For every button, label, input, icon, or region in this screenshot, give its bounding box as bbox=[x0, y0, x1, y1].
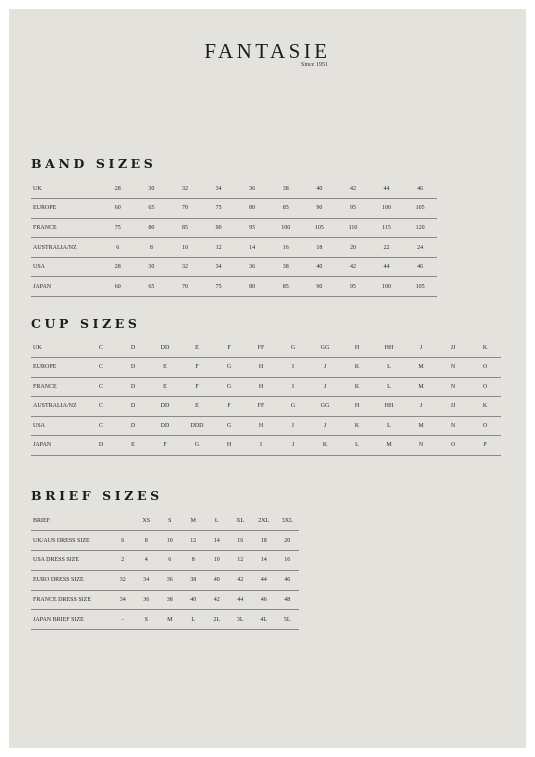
size-cell: O bbox=[437, 436, 469, 456]
size-cell: 44 bbox=[252, 570, 276, 590]
size-cell: 75 bbox=[202, 277, 236, 297]
size-cell: 38 bbox=[269, 257, 303, 277]
size-cell: K bbox=[341, 358, 373, 378]
size-cell: 46 bbox=[403, 179, 437, 199]
size-cell: 65 bbox=[135, 277, 169, 297]
table-row bbox=[31, 511, 299, 531]
size-cell: O bbox=[469, 377, 501, 397]
table-row bbox=[31, 610, 299, 630]
size-cell: 95 bbox=[336, 199, 370, 219]
row-label: USA DRESS SIZE bbox=[31, 551, 111, 571]
size-cell: 38 bbox=[158, 590, 182, 610]
size-cell: C bbox=[85, 416, 117, 436]
size-cell: 14 bbox=[252, 551, 276, 571]
brief-sizes-title: BRIEF SIZES bbox=[31, 488, 163, 503]
size-cell: 24 bbox=[403, 238, 437, 258]
row-label: JAPAN bbox=[31, 277, 101, 297]
size-cell: L bbox=[373, 358, 405, 378]
size-cell: 30 bbox=[135, 257, 169, 277]
size-cell: G bbox=[213, 377, 245, 397]
table-row bbox=[31, 531, 299, 551]
band-sizes-title: BAND SIZES bbox=[31, 156, 157, 171]
size-cell: 85 bbox=[168, 218, 202, 238]
size-cell: S bbox=[135, 610, 159, 630]
size-cell: JJ bbox=[437, 397, 469, 417]
size-cell: L bbox=[373, 416, 405, 436]
size-cell: 16 bbox=[229, 531, 253, 551]
size-cell: 12 bbox=[202, 238, 236, 258]
size-cell: S bbox=[158, 511, 182, 531]
size-cell: 16 bbox=[269, 238, 303, 258]
row-label: USA bbox=[31, 416, 85, 436]
size-cell: L bbox=[373, 377, 405, 397]
size-cell: - bbox=[111, 610, 135, 630]
size-cell: C bbox=[85, 358, 117, 378]
size-cell: 34 bbox=[202, 179, 236, 199]
size-cell: 36 bbox=[158, 570, 182, 590]
size-cell: M bbox=[405, 416, 437, 436]
size-cell: 10 bbox=[168, 238, 202, 258]
size-cell: 36 bbox=[235, 257, 269, 277]
size-cell: L bbox=[182, 610, 206, 630]
size-cell: 105 bbox=[403, 277, 437, 297]
size-cell: L bbox=[341, 436, 373, 456]
table-row bbox=[31, 397, 501, 417]
size-cell: N bbox=[437, 416, 469, 436]
size-cell: 20 bbox=[336, 238, 370, 258]
size-cell: C bbox=[85, 397, 117, 417]
row-label: JAPAN bbox=[31, 436, 85, 456]
size-cell: 100 bbox=[269, 218, 303, 238]
size-cell: I bbox=[277, 358, 309, 378]
size-cell: 32 bbox=[111, 570, 135, 590]
size-cell: GG bbox=[309, 338, 341, 358]
size-cell: M bbox=[405, 358, 437, 378]
size-cell: 3XL bbox=[276, 511, 300, 531]
size-cell: D bbox=[117, 338, 149, 358]
size-cell: DD bbox=[149, 416, 181, 436]
size-cell: K bbox=[309, 436, 341, 456]
size-cell: 20 bbox=[276, 531, 300, 551]
size-cell: JJ bbox=[437, 338, 469, 358]
size-cell: 8 bbox=[135, 531, 159, 551]
size-cell: 110 bbox=[336, 218, 370, 238]
brand-since: Since 1951 bbox=[301, 62, 328, 68]
size-cell: J bbox=[309, 416, 341, 436]
size-cell: 80 bbox=[235, 277, 269, 297]
size-cell: 36 bbox=[135, 590, 159, 610]
size-cell: J bbox=[277, 436, 309, 456]
size-cell: 44 bbox=[370, 179, 404, 199]
size-cell: GG bbox=[309, 397, 341, 417]
table-row bbox=[31, 358, 501, 378]
size-cell: 32 bbox=[168, 257, 202, 277]
size-cell: P bbox=[469, 436, 501, 456]
size-cell: 105 bbox=[303, 218, 337, 238]
size-cell: 85 bbox=[269, 277, 303, 297]
size-cell: C bbox=[85, 338, 117, 358]
size-cell: 105 bbox=[403, 199, 437, 219]
size-cell bbox=[111, 511, 135, 531]
size-cell: G bbox=[181, 436, 213, 456]
table-row bbox=[31, 590, 299, 610]
table-row bbox=[31, 436, 501, 456]
row-label: USA bbox=[31, 257, 101, 277]
table-row bbox=[31, 218, 437, 238]
size-cell: F bbox=[149, 436, 181, 456]
size-cell: 2L bbox=[205, 610, 229, 630]
size-cell: 40 bbox=[303, 257, 337, 277]
size-cell: N bbox=[405, 436, 437, 456]
size-cell: 28 bbox=[101, 257, 135, 277]
size-cell: H bbox=[341, 338, 373, 358]
size-cell: 48 bbox=[276, 590, 300, 610]
size-cell: XS bbox=[135, 511, 159, 531]
size-cell: FF bbox=[245, 397, 277, 417]
size-cell: 40 bbox=[205, 570, 229, 590]
row-label: EURO DRESS SIZE bbox=[31, 570, 111, 590]
size-cell: D bbox=[117, 377, 149, 397]
size-cell: G bbox=[277, 397, 309, 417]
size-cell: DD bbox=[149, 397, 181, 417]
size-cell: 100 bbox=[370, 199, 404, 219]
size-cell: M bbox=[373, 436, 405, 456]
size-cell: 115 bbox=[370, 218, 404, 238]
size-cell: 44 bbox=[370, 257, 404, 277]
size-cell: 34 bbox=[111, 590, 135, 610]
row-label: BRIEF bbox=[31, 511, 111, 531]
cup-sizes-title: CUP SIZES bbox=[31, 316, 141, 331]
row-label: UK bbox=[31, 179, 101, 199]
size-cell: 14 bbox=[205, 531, 229, 551]
size-cell: E bbox=[117, 436, 149, 456]
table-row bbox=[31, 551, 299, 571]
size-cell: 75 bbox=[202, 199, 236, 219]
size-cell: 6 bbox=[101, 238, 135, 258]
size-guide-sheet bbox=[9, 9, 526, 748]
row-label: UK/AUS DRESS SIZE bbox=[31, 531, 111, 551]
size-cell: J bbox=[309, 377, 341, 397]
size-cell: 70 bbox=[168, 199, 202, 219]
row-label: AUSTRALIA/NZ bbox=[31, 238, 101, 258]
size-cell: J bbox=[309, 358, 341, 378]
size-cell: 95 bbox=[235, 218, 269, 238]
size-cell: 3L bbox=[229, 610, 253, 630]
size-cell: 46 bbox=[403, 257, 437, 277]
size-cell: 90 bbox=[303, 199, 337, 219]
size-cell: 100 bbox=[370, 277, 404, 297]
size-cell: 34 bbox=[135, 570, 159, 590]
size-cell: H bbox=[245, 377, 277, 397]
size-cell: 8 bbox=[182, 551, 206, 571]
row-label: EUROPE bbox=[31, 199, 101, 219]
size-cell: I bbox=[245, 436, 277, 456]
size-cell: 42 bbox=[336, 179, 370, 199]
size-cell: 2 bbox=[111, 551, 135, 571]
size-cell: 18 bbox=[252, 531, 276, 551]
size-cell: 12 bbox=[229, 551, 253, 571]
table-row bbox=[31, 377, 501, 397]
row-label: UK bbox=[31, 338, 85, 358]
size-cell: 60 bbox=[101, 277, 135, 297]
size-cell: N bbox=[437, 377, 469, 397]
size-cell: 38 bbox=[269, 179, 303, 199]
size-cell: E bbox=[181, 397, 213, 417]
size-cell: 12 bbox=[182, 531, 206, 551]
size-cell: 10 bbox=[158, 531, 182, 551]
row-label: FRANCE bbox=[31, 377, 85, 397]
size-cell: 42 bbox=[336, 257, 370, 277]
size-cell: 80 bbox=[235, 199, 269, 219]
size-cell: N bbox=[437, 358, 469, 378]
size-cell: M bbox=[158, 610, 182, 630]
table-row bbox=[31, 238, 437, 258]
band-sizes-table bbox=[31, 179, 437, 297]
size-cell: J bbox=[405, 397, 437, 417]
size-cell: 90 bbox=[303, 277, 337, 297]
size-cell: 14 bbox=[235, 238, 269, 258]
size-cell: H bbox=[245, 358, 277, 378]
size-cell: 36 bbox=[235, 179, 269, 199]
size-cell: 44 bbox=[229, 590, 253, 610]
size-cell: 120 bbox=[403, 218, 437, 238]
size-cell: 40 bbox=[303, 179, 337, 199]
size-cell: 85 bbox=[269, 199, 303, 219]
size-cell: 8 bbox=[135, 238, 169, 258]
size-cell: 42 bbox=[205, 590, 229, 610]
size-cell: O bbox=[469, 358, 501, 378]
size-cell: E bbox=[181, 338, 213, 358]
size-cell: HH bbox=[373, 397, 405, 417]
table-row bbox=[31, 179, 437, 199]
size-cell: H bbox=[245, 416, 277, 436]
size-cell: O bbox=[469, 416, 501, 436]
size-cell: 6 bbox=[158, 551, 182, 571]
size-cell: XL bbox=[229, 511, 253, 531]
size-cell: M bbox=[405, 377, 437, 397]
size-cell: HH bbox=[373, 338, 405, 358]
size-cell: 22 bbox=[370, 238, 404, 258]
size-cell: F bbox=[181, 358, 213, 378]
row-label: AUSTRALIA/NZ bbox=[31, 397, 85, 417]
size-cell: 2XL bbox=[252, 511, 276, 531]
row-label: FRANCE bbox=[31, 218, 101, 238]
size-cell: I bbox=[277, 377, 309, 397]
size-cell: G bbox=[213, 416, 245, 436]
size-cell: D bbox=[117, 416, 149, 436]
size-cell: G bbox=[213, 358, 245, 378]
size-cell: E bbox=[149, 377, 181, 397]
size-cell: K bbox=[469, 397, 501, 417]
size-cell: D bbox=[117, 397, 149, 417]
size-cell: 4 bbox=[135, 551, 159, 571]
size-cell: 60 bbox=[101, 199, 135, 219]
size-cell: 75 bbox=[101, 218, 135, 238]
size-cell: H bbox=[341, 397, 373, 417]
size-cell: L bbox=[205, 511, 229, 531]
size-cell: I bbox=[277, 416, 309, 436]
size-cell: DD bbox=[149, 338, 181, 358]
size-cell: F bbox=[213, 397, 245, 417]
size-cell: K bbox=[341, 377, 373, 397]
size-cell: G bbox=[277, 338, 309, 358]
row-label: FRANCE DRESS SIZE bbox=[31, 590, 111, 610]
size-cell: FF bbox=[245, 338, 277, 358]
size-cell: C bbox=[85, 377, 117, 397]
size-cell: 46 bbox=[276, 570, 300, 590]
size-cell: J bbox=[405, 338, 437, 358]
size-cell: K bbox=[341, 416, 373, 436]
size-cell: 95 bbox=[336, 277, 370, 297]
brand-logo: FANTASIE bbox=[204, 39, 331, 63]
table-row bbox=[31, 199, 437, 219]
size-cell: 18 bbox=[303, 238, 337, 258]
table-row bbox=[31, 570, 299, 590]
size-cell: 28 bbox=[101, 179, 135, 199]
cup-sizes-table bbox=[31, 338, 501, 456]
size-cell: 40 bbox=[182, 590, 206, 610]
table-row bbox=[31, 416, 501, 436]
size-cell: F bbox=[181, 377, 213, 397]
size-cell: 16 bbox=[276, 551, 300, 571]
size-cell: F bbox=[213, 338, 245, 358]
size-cell: 42 bbox=[229, 570, 253, 590]
size-cell: M bbox=[182, 511, 206, 531]
size-cell: 30 bbox=[135, 179, 169, 199]
size-cell: 10 bbox=[205, 551, 229, 571]
table-row bbox=[31, 338, 501, 358]
row-label: EUROPE bbox=[31, 358, 85, 378]
row-label: JAPAN BRIEF SIZE bbox=[31, 610, 111, 630]
size-cell: DDD bbox=[181, 416, 213, 436]
size-cell: D bbox=[85, 436, 117, 456]
size-cell: 80 bbox=[135, 218, 169, 238]
size-cell: 70 bbox=[168, 277, 202, 297]
size-cell: 90 bbox=[202, 218, 236, 238]
size-cell: 6 bbox=[111, 531, 135, 551]
brief-sizes-table bbox=[31, 511, 299, 630]
size-cell: 34 bbox=[202, 257, 236, 277]
size-cell: 4L bbox=[252, 610, 276, 630]
size-cell: 5L bbox=[276, 610, 300, 630]
size-cell: K bbox=[469, 338, 501, 358]
table-row bbox=[31, 277, 437, 297]
size-cell: 46 bbox=[252, 590, 276, 610]
size-cell: D bbox=[117, 358, 149, 378]
table-row bbox=[31, 257, 437, 277]
size-cell: H bbox=[213, 436, 245, 456]
size-cell: 38 bbox=[182, 570, 206, 590]
brand-header bbox=[9, 39, 526, 68]
size-cell: 32 bbox=[168, 179, 202, 199]
size-cell: E bbox=[149, 358, 181, 378]
size-cell: 65 bbox=[135, 199, 169, 219]
